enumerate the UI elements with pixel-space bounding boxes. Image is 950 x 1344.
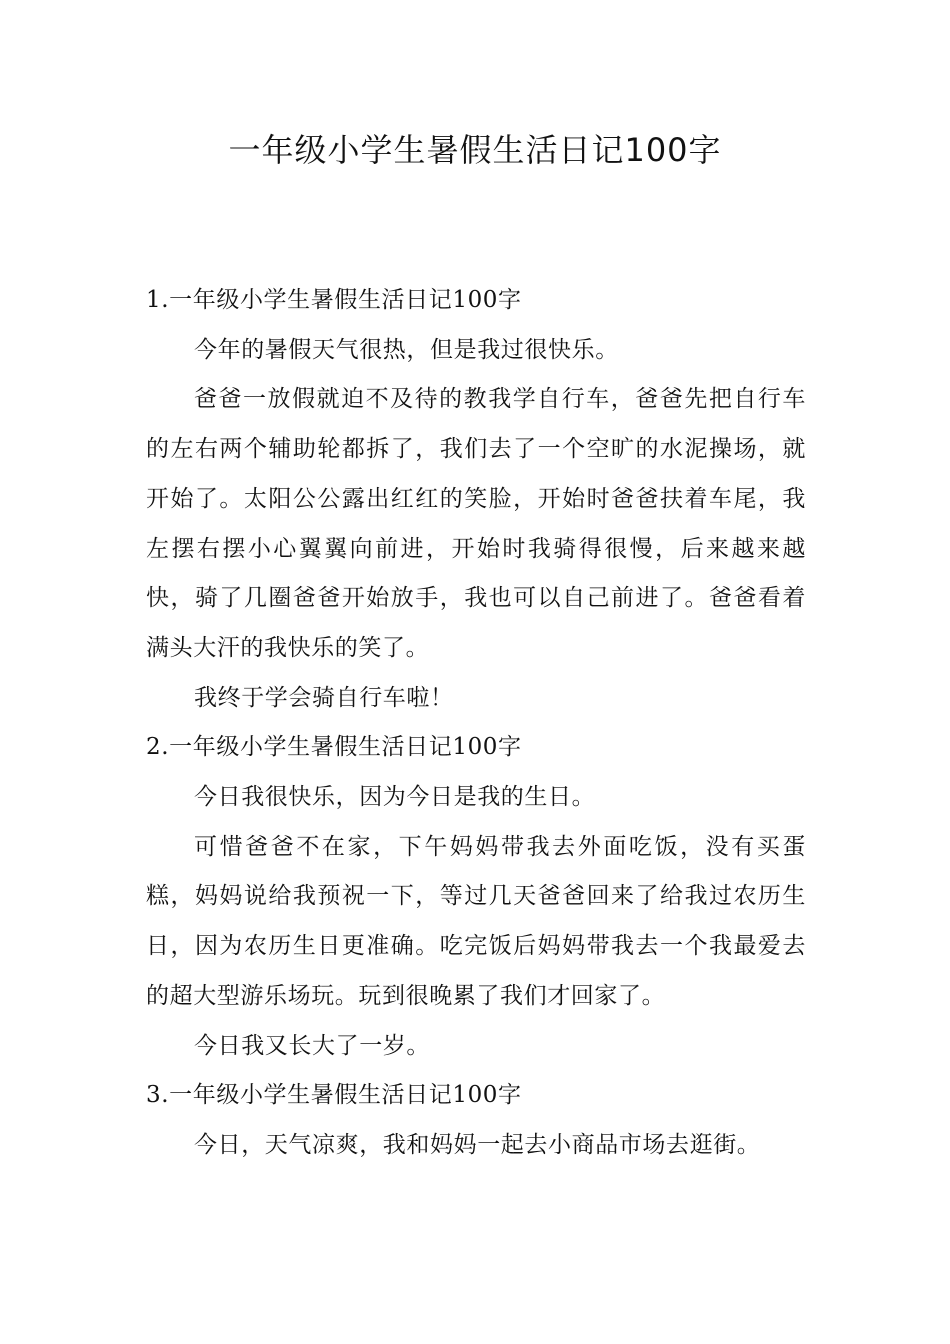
section-2-paragraph-1: 今日我很快乐，因为今日是我的生日。 <box>194 784 596 811</box>
section-heading-1: 1.一年级小学生暑假生活日记100字 <box>146 287 522 313</box>
section-heading-3: 3.一年级小学生暑假生活日记100字 <box>146 1082 522 1109</box>
document-body <box>146 276 806 1171</box>
section-2-paragraph-3: 今日我又长大了一岁。 <box>194 1032 430 1059</box>
section-2-paragraph-2: 可惜爸爸不在家，下午妈妈带我去外面吃饭，没有买蛋糕，妈妈说给我预祝一下，等过几天爸爸回来了给我过农历生日，因为农历生日更准确。吃完饭后妈妈带我去一个我最爱去的超大型游乐场玩。玩到很晚累了我们才回家了。 <box>146 833 806 1009</box>
section-1-paragraph-2: 爸爸一放假就迫不及待的教我学自行车，爸爸先把自行车的左右两个辅助轮都拆了，我们去了一个空旷的水泥操场，就开始了。太阳公公露出红红的笑脸，开始时爸爸扶着车尾，我左摆右摆小心翼翼向前进，开始时我骑得很慢，后来越来越快，骑了几圈爸爸开始放手，我也可以自己前进了。爸爸看着满头大汗的我快乐的笑了。 <box>146 386 806 661</box>
section-3-paragraph-1: 今日，天气凉爽，我和妈妈一起去小商品市场去逛街。 <box>194 1131 761 1158</box>
section-1-paragraph-3: 我终于学会骑自行车啦！ <box>194 684 454 711</box>
page-title: 一年级小学生暑假生活日记100字 <box>228 131 722 169</box>
section-heading-2: 2.一年级小学生暑假生活日记100字 <box>146 734 522 761</box>
section-1-paragraph-1: 今年的暑假天气很热，但是我过很快乐。 <box>194 336 619 363</box>
